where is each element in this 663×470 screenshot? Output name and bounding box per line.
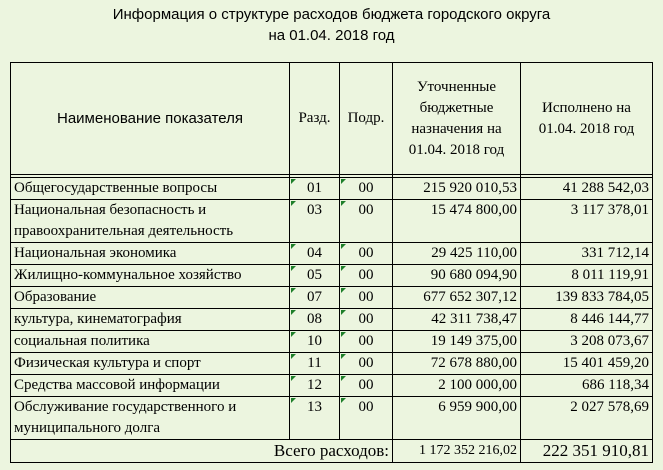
cell-marker-icon — [341, 179, 346, 184]
cell-marker-icon — [291, 398, 296, 403]
report-title — [0, 4, 663, 46]
row-podr: 00 — [340, 200, 393, 243]
row-podr: 00 — [340, 309, 393, 331]
cell-marker-icon — [341, 310, 346, 315]
table-row — [11, 353, 653, 375]
row-razd: 04 — [290, 243, 340, 265]
table-header-row — [11, 63, 653, 175]
row-planned: 215 920 010,53 — [393, 178, 521, 200]
cell-marker-icon — [291, 179, 296, 184]
table-row — [11, 200, 653, 243]
cell-marker-icon — [291, 354, 296, 359]
cell-marker-icon — [341, 332, 346, 337]
cell-marker-icon — [291, 201, 296, 206]
header-podr: Подр. — [340, 63, 393, 175]
row-name: Национальная безопасность и правоохранительная деятельность — [11, 200, 290, 243]
row-planned: 677 652 307,12 — [393, 287, 521, 309]
cell-marker-icon — [341, 201, 346, 206]
row-name: Образование — [11, 287, 290, 309]
cell-marker-icon — [291, 288, 296, 293]
row-name: Национальная экономика — [11, 243, 290, 265]
row-podr: 00 — [340, 243, 393, 265]
row-podr: 00 — [340, 331, 393, 353]
budget-table — [10, 62, 653, 463]
total-label: Всего расходов: — [11, 440, 393, 463]
row-podr: 00 — [340, 265, 393, 287]
cell-marker-icon — [341, 266, 346, 271]
row-executed: 3 117 378,01 — [521, 200, 653, 243]
table-row — [11, 331, 653, 353]
row-executed: 331 712,14 — [521, 243, 653, 265]
row-executed: 686 118,34 — [521, 375, 653, 397]
cell-marker-icon — [341, 354, 346, 359]
table-row — [11, 243, 653, 265]
row-razd: 13 — [290, 397, 340, 440]
table-row — [11, 287, 653, 309]
row-planned: 15 474 800,00 — [393, 200, 521, 243]
row-podr: 00 — [340, 178, 393, 200]
cell-marker-icon — [291, 376, 296, 381]
row-name: культура, кинематография — [11, 309, 290, 331]
row-razd: 01 — [290, 178, 340, 200]
row-executed: 8 011 119,91 — [521, 265, 653, 287]
row-podr: 00 — [340, 375, 393, 397]
row-razd: 12 — [290, 375, 340, 397]
row-planned: 72 678 880,00 — [393, 353, 521, 375]
title-line-1: Информация о структуре расходов бюджета городского округа — [112, 6, 551, 23]
header-planned: Уточненные бюджетные назначения на 01.04. 2018 год — [393, 63, 521, 175]
cell-marker-icon — [341, 376, 346, 381]
row-planned: 19 149 375,00 — [393, 331, 521, 353]
header-executed: Исполнено на 01.04. 2018 год — [521, 63, 653, 175]
table-row — [11, 375, 653, 397]
row-razd: 05 — [290, 265, 340, 287]
row-executed: 15 401 459,20 — [521, 353, 653, 375]
cell-marker-icon — [291, 266, 296, 271]
row-razd: 10 — [290, 331, 340, 353]
cell-marker-icon — [341, 244, 346, 249]
cell-marker-icon — [341, 398, 346, 403]
row-name: Обслуживание государственного и муниципального долга — [11, 397, 290, 440]
row-razd: 11 — [290, 353, 340, 375]
row-name: Общегосударственные вопросы — [11, 178, 290, 200]
total-row — [11, 440, 653, 463]
cell-marker-icon — [341, 288, 346, 293]
total-executed: 222 351 910,81 — [521, 440, 653, 463]
row-podr: 00 — [340, 353, 393, 375]
table-row — [11, 397, 653, 440]
row-name: социальная политика — [11, 331, 290, 353]
header-name: Наименование показателя — [11, 63, 290, 175]
row-name: Физическая культура и спорт — [11, 353, 290, 375]
table-row — [11, 178, 653, 200]
row-planned: 29 425 110,00 — [393, 243, 521, 265]
row-executed: 8 446 144,77 — [521, 309, 653, 331]
total-planned: 1 172 352 216,02 — [393, 440, 521, 463]
row-podr: 00 — [340, 287, 393, 309]
cell-marker-icon — [291, 244, 296, 249]
row-executed: 2 027 578,69 — [521, 397, 653, 440]
row-executed: 3 208 073,67 — [521, 331, 653, 353]
row-podr: 00 — [340, 397, 393, 440]
row-razd: 03 — [290, 200, 340, 243]
header-razd: Разд. — [290, 63, 340, 175]
cell-marker-icon — [291, 332, 296, 337]
row-planned: 6 959 900,00 — [393, 397, 521, 440]
title-line-2: на 01.04. 2018 год — [268, 27, 395, 44]
row-name: Жилищно-коммунальное хозяйство — [11, 265, 290, 287]
row-planned: 42 311 738,47 — [393, 309, 521, 331]
cell-marker-icon — [291, 310, 296, 315]
table-row — [11, 265, 653, 287]
row-razd: 07 — [290, 287, 340, 309]
row-name: Средства массовой информации — [11, 375, 290, 397]
row-razd: 08 — [290, 309, 340, 331]
row-executed: 139 833 784,05 — [521, 287, 653, 309]
table-row — [11, 309, 653, 331]
row-planned: 2 100 000,00 — [393, 375, 521, 397]
row-executed: 41 288 542,03 — [521, 178, 653, 200]
row-planned: 90 680 094,90 — [393, 265, 521, 287]
